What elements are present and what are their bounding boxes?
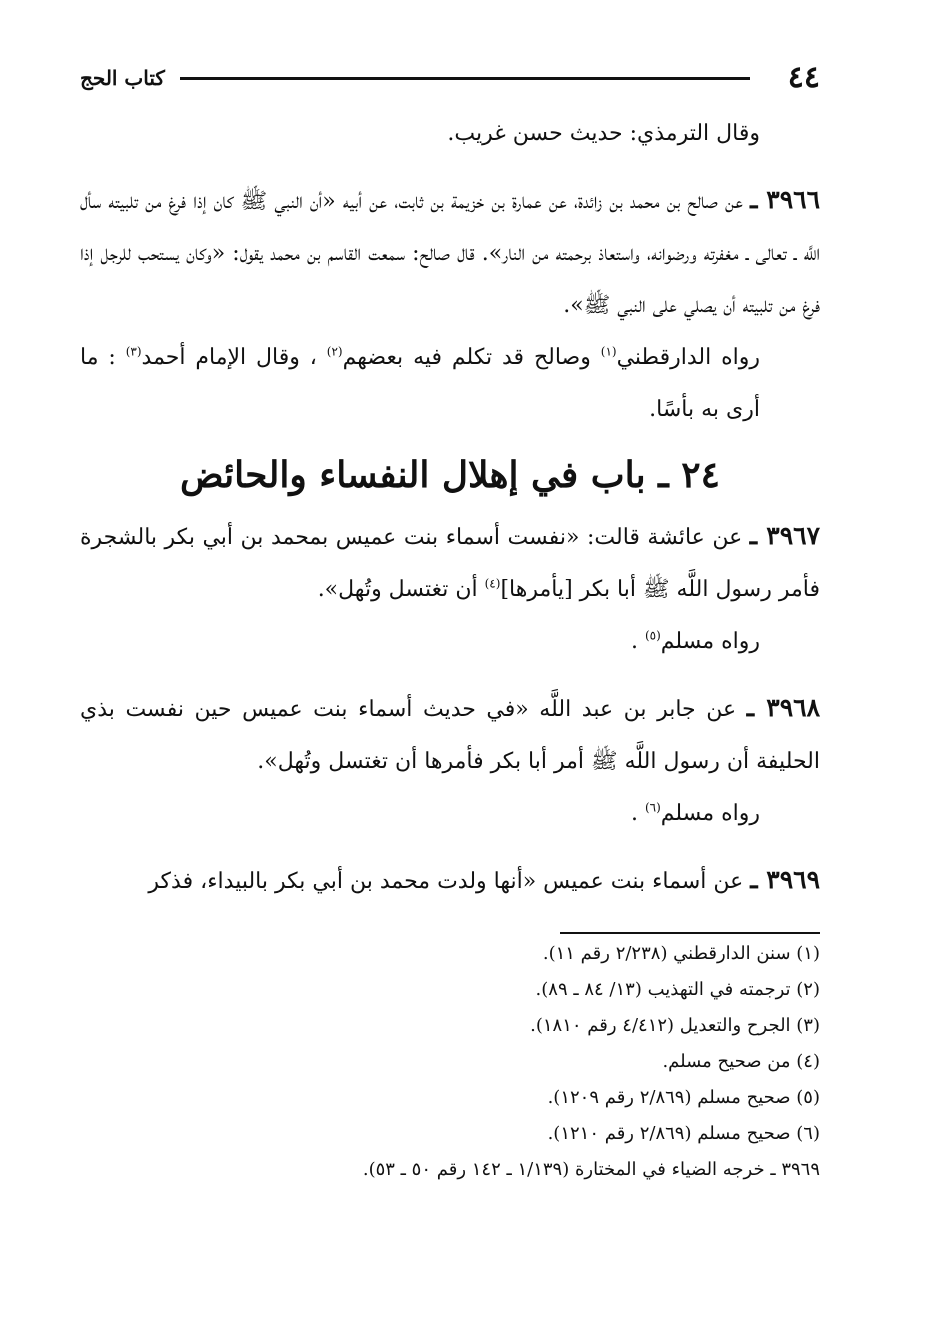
- book-title: كتاب الحج: [80, 66, 165, 90]
- narration-text: : ما أرى به بأسًا.: [80, 345, 760, 422]
- hadith-3968: [80, 682, 820, 788]
- footnote-ref: (٢): [326, 344, 343, 359]
- hadith-text: عن عائشة قالت: «نفست أسماء بنت عميس بمحمد بن أبي بكر بالشجرة فأمر رسول اللَّه ﷺ أبا بكر [يأمرها]: [80, 525, 820, 602]
- narration-text: وصالح قد تكلم فيه بعضهم: [342, 345, 601, 370]
- narration-text: رواه مسلم: [660, 629, 760, 654]
- footnote-ref: (١): [600, 344, 617, 359]
- footnote-ref: (٤): [484, 576, 501, 591]
- hadith-number: ٣٩٦٩ ـ: [750, 865, 820, 894]
- footnotes: [80, 936, 820, 1188]
- hadith-text: عن أسماء بنت عميس «أنها ولدت محمد بن أبي بكر بالبيداء، فذكر: [148, 869, 744, 894]
- page-header: [80, 60, 820, 96]
- footnote-ref: (٦): [644, 800, 661, 815]
- hadith-3969: [80, 854, 820, 908]
- footnote-ref: (٣): [125, 344, 142, 359]
- footnote: (٥) صحيح مسلم (٢/٨٦٩ رقم ١٢٠٩).: [547, 1087, 820, 1108]
- hadith-text: أن تغتسل وتُهل».: [317, 577, 485, 602]
- footnote: (٢) ترجمته في التهذيب (١٣/ ٨٤ ـ ٨٩).: [535, 979, 820, 1000]
- hadith-3966: [80, 174, 820, 332]
- chapter-heading: ٢٤ ـ باب في إهلال النفساء والحائض: [180, 454, 720, 496]
- hadith-text: عن صالح بن محمد بن زائدة، عن عمارة بن خزيمة بن ثابت، عن أبيه «أن النبي ﷺ كان إذا فرغ من تلبيته سأل اللَّه ـ تعالى ـ مغفرته ورضوانه، واستعاذ برحمته من النار». قال صالح: سمعت القاسم بن محمد يقول: «وكان يستحب للرجل إذا فرغ من تلبيته أن يصلي على النبي ﷺ».: [80, 189, 820, 318]
- hadith-text: عن جابر بن عبد اللَّه «في حديث أسماء بنت عميس حين نفست بذي الحليفة أن رسول اللَّه ﷺ أمر أبا بكر فأمرها أن تغتسل وتُهل».: [80, 697, 820, 774]
- narration-text: .: [630, 629, 645, 654]
- footnote: (٣) الجرح والتعديل (٤/٤١٢ رقم ١٨١٠).: [530, 1015, 820, 1036]
- narration-text: رواه مسلم: [660, 801, 760, 826]
- footnote: (٦) صحيح مسلم (٢/٨٦٩ رقم ١٢١٠).: [547, 1123, 820, 1144]
- tirmidhi-note: وقال الترمذي: حديث حسن غريب.: [447, 121, 760, 146]
- hadith-number: ٣٩٦٧ ـ: [749, 521, 821, 550]
- narration-text: ، وقال الإمام أحمد: [141, 345, 327, 370]
- hadith-number: ٣٩٦٦ ـ: [750, 185, 820, 214]
- footnote: (١) سنن الدارقطني (٢/٢٣٨ رقم ١١).: [542, 943, 820, 964]
- footnote-rule: [560, 932, 820, 934]
- page-number: ٤٤: [787, 60, 820, 95]
- hadith-3966-narration: [80, 332, 820, 436]
- hadith-3967: [80, 510, 820, 616]
- hadith-3968-narration: [80, 788, 820, 840]
- narration-text: رواه الدارقطني: [616, 345, 760, 370]
- header-rule: [180, 77, 750, 80]
- hadith-3967-narration: [80, 616, 820, 668]
- footnote: ٣٩٦٩ ـ خرجه الضياء في المختارة (١/١٣٩ ـ ١٤٢ رقم ٥٠ ـ ٥٣).: [362, 1159, 820, 1180]
- footnote: (٤) من صحيح مسلم.: [662, 1051, 820, 1072]
- page-body: [80, 108, 820, 908]
- narration-text: .: [630, 801, 645, 826]
- footnote-ref: (٥): [644, 628, 661, 643]
- hadith-number: ٣٩٦٨ ـ: [746, 693, 821, 722]
